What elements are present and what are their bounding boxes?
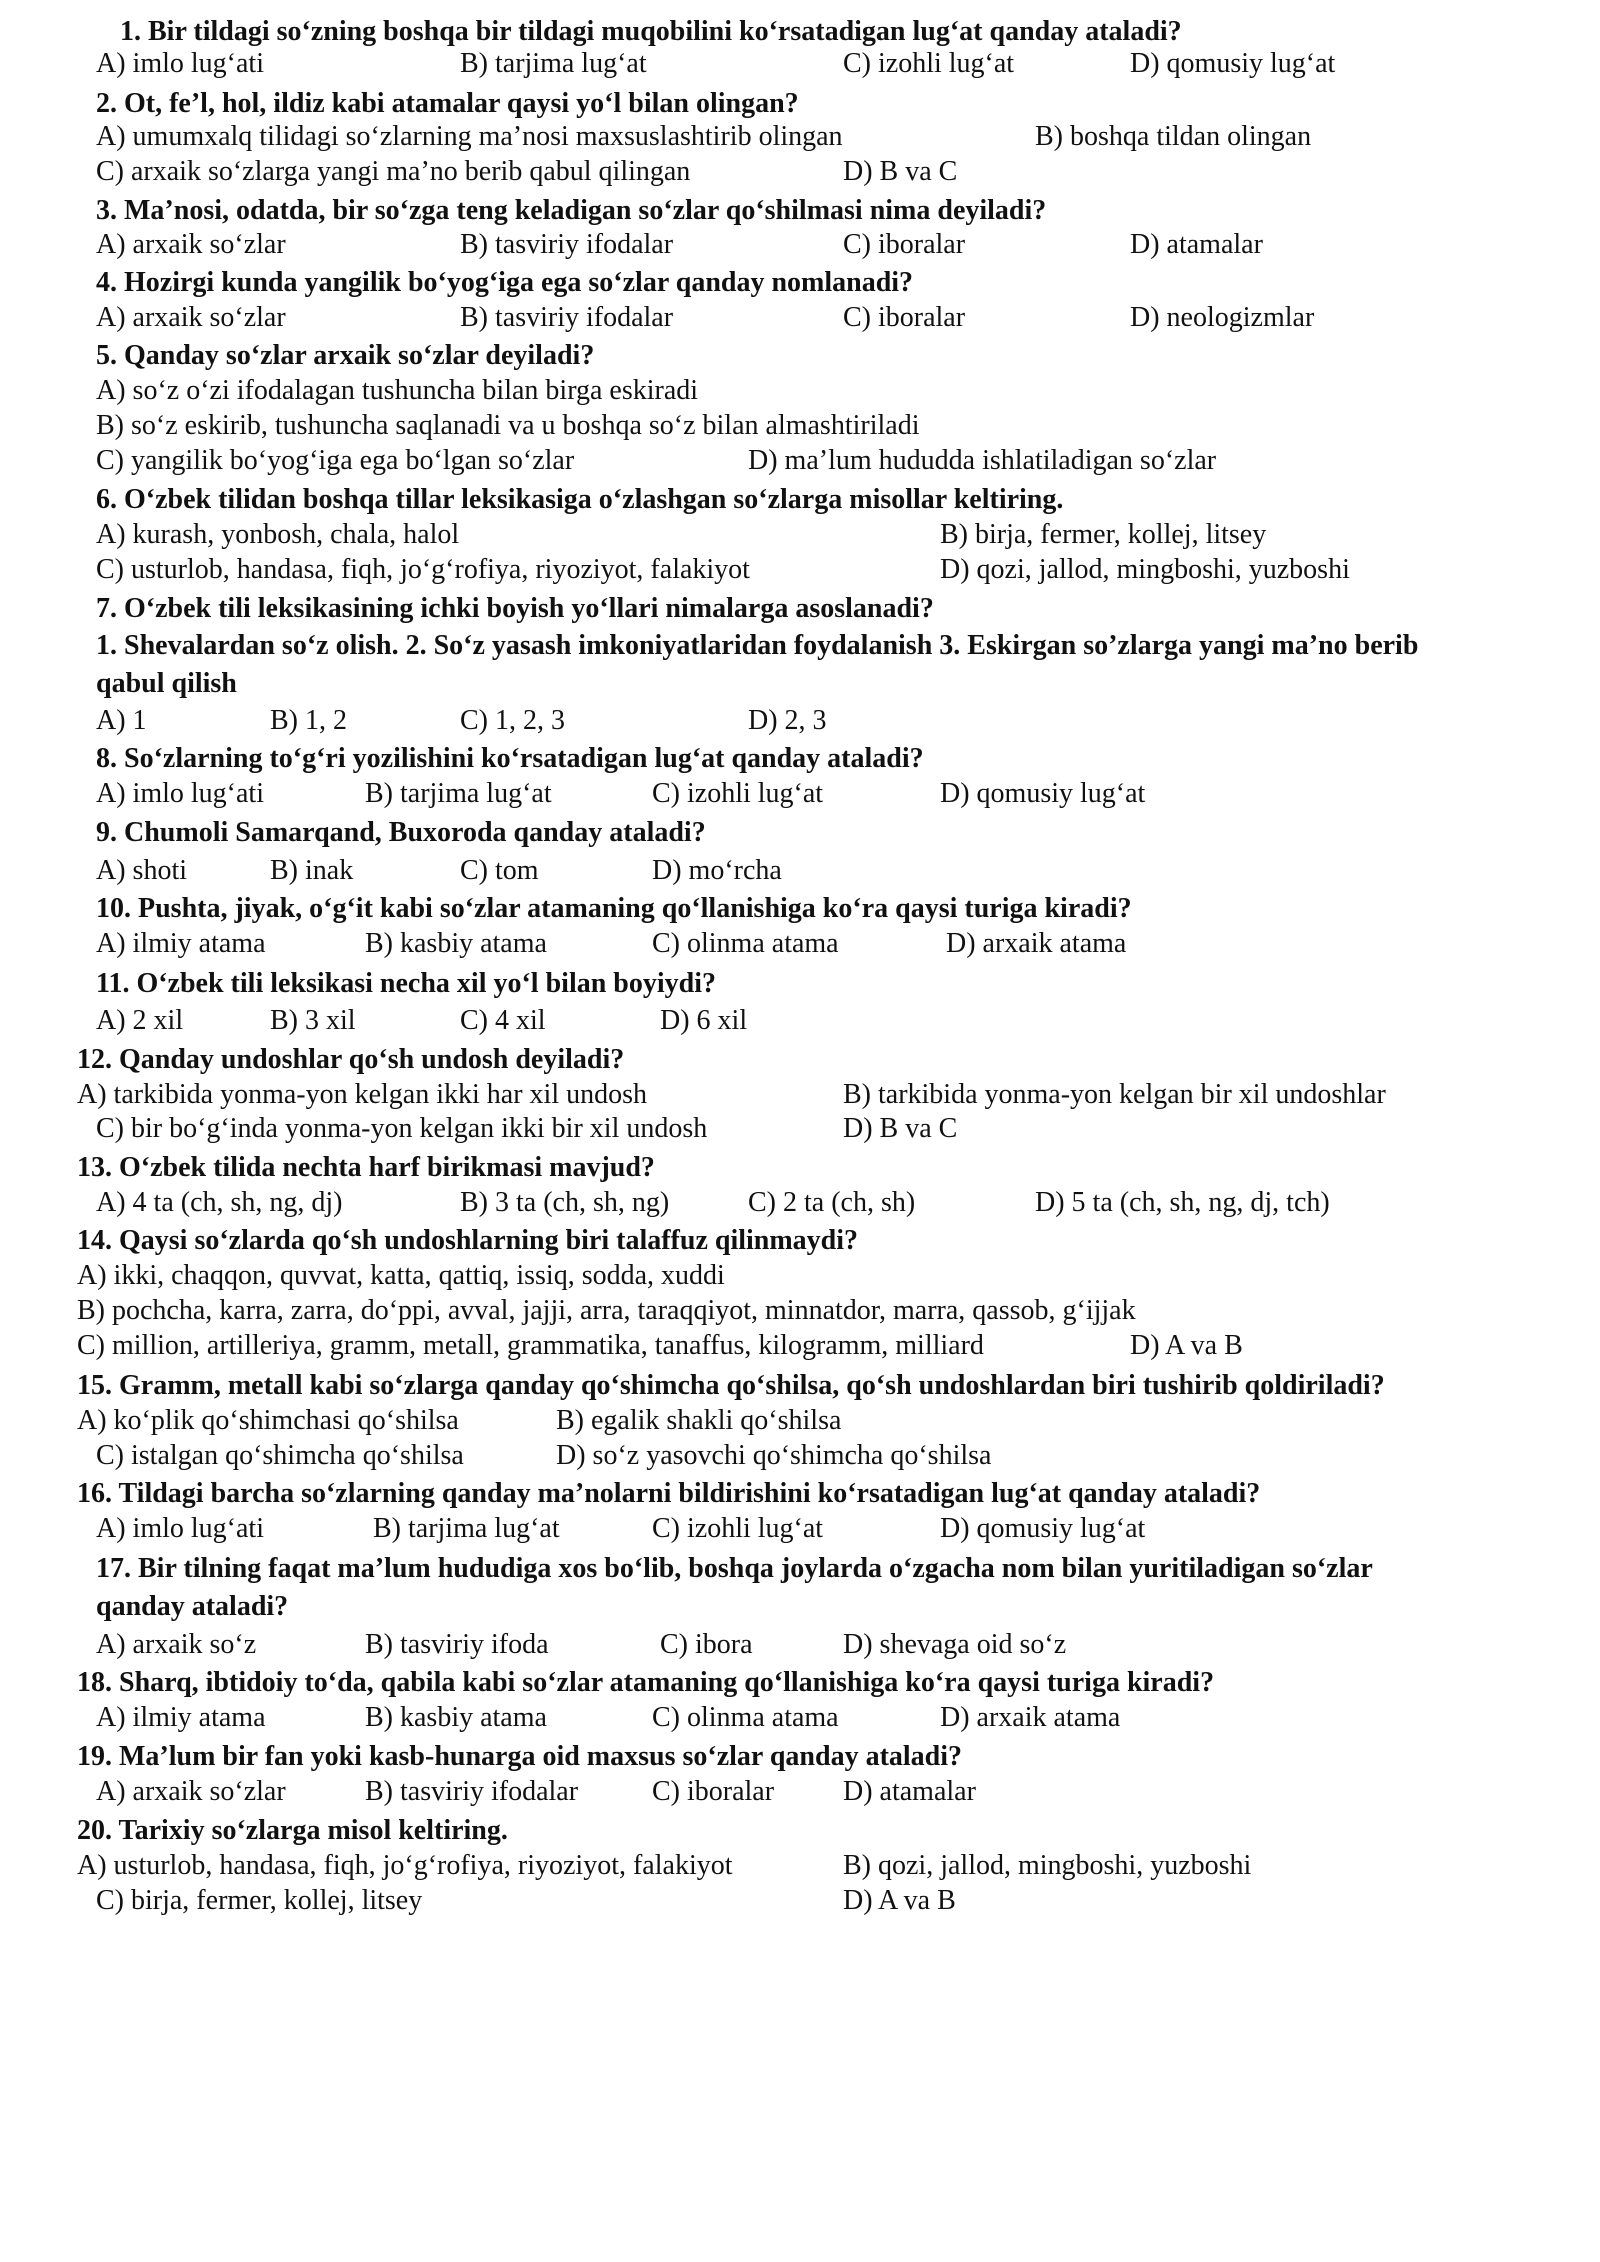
question-1-text: 1. Bir tildagi so‘zning boshqa bir tildagi muqobilini ko‘rsatadigan lug‘at qanday ataladi? bbox=[120, 16, 1182, 47]
question-5-text: 5. Qanday so‘zlar arxaik so‘zlar deyiladi? bbox=[96, 340, 595, 371]
question-8-option-d: D) qomusiy lug‘at bbox=[940, 778, 1146, 809]
question-17-option-c: C) ibora bbox=[660, 1629, 753, 1660]
question-5-option-c: C) yangilik bo‘yog‘iga ega bo‘lgan so‘zlar bbox=[96, 445, 575, 476]
question-6-option-a: A) kurash, yonbosh, chala, halol bbox=[96, 519, 460, 550]
question-18-option-c: C) olinma atama bbox=[652, 1702, 839, 1733]
question-15-text: 15. Gramm, metall kabi so‘zlarga qanday qo‘shimcha qo‘shilsa, qo‘sh undoshlardan biri tushirib qoldiriladi? bbox=[77, 1370, 1385, 1401]
question-2-option-c: C) arxaik so‘zlarga yangi ma’no berib qabul qilingan bbox=[96, 156, 691, 187]
question-15-option-c: C) istalgan qo‘shimcha qo‘shilsa bbox=[96, 1440, 464, 1471]
question-15-option-b: B) egalik shakli qo‘shilsa bbox=[556, 1405, 842, 1436]
question-10-text: 10. Pushta, jiyak, o‘g‘it kabi so‘zlar atamaning qo‘llanishiga ko‘ra qaysi turiga kiradi? bbox=[96, 893, 1132, 924]
question-13-option-d: D) 5 ta (ch, sh, ng, dj, tch) bbox=[1035, 1187, 1330, 1218]
question-3-text: 3. Ma’nosi, odatda, bir so‘zga teng keladigan so‘zlar qo‘shilmasi nima deyiladi? bbox=[96, 195, 1047, 226]
question-13-text: 13. O‘zbek tilida nechta harf birikmasi mavjud? bbox=[77, 1152, 655, 1183]
question-8-option-c: C) izohli lug‘at bbox=[652, 778, 824, 809]
question-9-option-b: B) inak bbox=[270, 855, 354, 886]
question-20-option-a: A) usturlob, handasa, fiqh, jo‘g‘rofiya, riyoziyot, falakiyot bbox=[77, 1850, 733, 1881]
question-16-text: 16. Tildagi barcha so‘zlarning qanday ma’nolarni bildirishini ko‘rsatadigan lug‘at qanday ataladi? bbox=[77, 1478, 1261, 1509]
question-12-option-b: B) tarkibida yonma-yon kelgan bir xil undoshlar bbox=[843, 1079, 1386, 1110]
question-4-option-b: B) tasviriy ifodalar bbox=[460, 302, 674, 333]
question-3-option-d: D) atamalar bbox=[1130, 229, 1263, 260]
question-14-option-a: A) ikki, chaqqon, quvvat, katta, qattiq, issiq, sodda, xuddi bbox=[77, 1260, 725, 1291]
question-9-option-d: D) mo‘rcha bbox=[652, 855, 782, 886]
question-20-option-d: D) A va B bbox=[843, 1885, 956, 1916]
question-20-option-c: C) birja, fermer, kollej, litsey bbox=[96, 1885, 423, 1916]
question-19-option-b: B) tasviriy ifodalar bbox=[365, 1776, 579, 1807]
question-17-text: 17. Bir tilning faqat ma’lum hududiga xos bo‘lib, boshqa joylarda o‘zgacha nom bilan yuritiladigan so‘zlar bbox=[96, 1553, 1373, 1584]
question-19-option-d: D) atamalar bbox=[843, 1776, 976, 1807]
question-8-option-b: B) tarjima lug‘at bbox=[365, 778, 552, 809]
question-11-option-d: D) 6 xil bbox=[660, 1005, 748, 1036]
question-12-option-a: A) tarkibida yonma-yon kelgan ikki har xil undosh bbox=[77, 1079, 647, 1110]
question-1-option-b: B) tarjima lug‘at bbox=[460, 48, 647, 79]
question-10-option-a: A) ilmiy atama bbox=[96, 928, 266, 959]
question-19-text: 19. Ma’lum bir fan yoki kasb-hunarga oid maxsus so‘zlar qanday ataladi? bbox=[77, 1741, 963, 1772]
question-17-option-a: A) arxaik so‘z bbox=[96, 1629, 257, 1660]
question-7-text: qabul qilish bbox=[96, 668, 237, 699]
question-8-text: 8. So‘zlarning to‘g‘ri yozilishini ko‘rsatadigan lug‘at qanday ataladi? bbox=[96, 743, 924, 774]
question-6-text: 6. O‘zbek tilidan boshqa tillar leksikasiga o‘zlashgan so‘zlarga misollar keltiring. bbox=[96, 484, 1064, 515]
question-18-option-a: A) ilmiy atama bbox=[96, 1702, 266, 1733]
question-16-option-c: C) izohli lug‘at bbox=[652, 1513, 824, 1544]
question-3-option-b: B) tasviriy ifodalar bbox=[460, 229, 674, 260]
question-5-option-b: B) so‘z eskirib, tushuncha saqlanadi va u boshqa so‘z bilan almashtiriladi bbox=[96, 410, 920, 441]
question-7-option-c: C) 1, 2, 3 bbox=[460, 705, 565, 736]
question-6-option-d: D) qozi, jallod, mingboshi, yuzboshi bbox=[940, 554, 1350, 585]
question-1-option-a: A) imlo lug‘ati bbox=[96, 48, 264, 79]
question-16-option-b: B) tarjima lug‘at bbox=[373, 1513, 560, 1544]
question-11-option-c: C) 4 xil bbox=[460, 1005, 546, 1036]
question-15-option-d: D) so‘z yasovchi qo‘shimcha qo‘shilsa bbox=[556, 1440, 992, 1471]
question-20-option-b: B) qozi, jallod, mingboshi, yuzboshi bbox=[843, 1850, 1252, 1881]
question-6-option-c: C) usturlob, handasa, fiqh, jo‘g‘rofiya, riyoziyot, falakiyot bbox=[96, 554, 750, 585]
question-10-option-b: B) kasbiy atama bbox=[365, 928, 547, 959]
question-2-option-b: B) boshqa tildan olingan bbox=[1035, 121, 1312, 152]
question-4-option-d: D) neologizmlar bbox=[1130, 302, 1315, 333]
question-1-option-c: C) izohli lug‘at bbox=[843, 48, 1015, 79]
question-20-text: 20. Tarixiy so‘zlarga misol keltiring. bbox=[77, 1815, 508, 1846]
question-19-option-c: C) iboralar bbox=[652, 1776, 775, 1807]
question-17-text: qanday ataladi? bbox=[96, 1591, 289, 1622]
question-16-option-d: D) qomusiy lug‘at bbox=[940, 1513, 1146, 1544]
question-14-text: 14. Qaysi so‘zlarda qo‘sh undoshlarning biri talaffuz qilinmaydi? bbox=[77, 1225, 859, 1256]
question-2-text: 2. Ot, fe’l, hol, ildiz kabi atamalar qaysi yo‘l bilan olingan? bbox=[96, 88, 799, 119]
question-18-option-d: D) arxaik atama bbox=[940, 1702, 1121, 1733]
question-17-option-d: D) shevaga oid so‘z bbox=[843, 1629, 1067, 1660]
question-7-text: 7. O‘zbek tili leksikasining ichki boyish yo‘llari nimalarga asoslanadi? bbox=[96, 593, 934, 624]
question-10-option-c: C) olinma atama bbox=[652, 928, 839, 959]
question-9-option-c: C) tom bbox=[460, 855, 539, 886]
question-19-option-a: A) arxaik so‘zlar bbox=[96, 1776, 286, 1807]
question-14-option-d: D) A va B bbox=[1130, 1330, 1243, 1361]
question-13-option-b: B) 3 ta (ch, sh, ng) bbox=[460, 1187, 670, 1218]
question-14-option-c: C) million, artilleriya, gramm, metall, grammatika, tanaffus, kilogramm, milliard bbox=[77, 1330, 984, 1361]
question-16-option-a: A) imlo lug‘ati bbox=[96, 1513, 264, 1544]
question-4-option-a: A) arxaik so‘zlar bbox=[96, 302, 286, 333]
question-11-text: 11. O‘zbek tili leksikasi necha xil yo‘l bilan boyiydi? bbox=[96, 968, 716, 999]
question-2-option-a: A) umumxalq tilidagi so‘zlarning ma’nosi maxsuslashtirib olingan bbox=[96, 121, 843, 152]
question-18-option-b: B) kasbiy atama bbox=[365, 1702, 547, 1733]
question-1-option-d: D) qomusiy lug‘at bbox=[1130, 48, 1336, 79]
question-13-option-a: A) 4 ta (ch, sh, ng, dj) bbox=[96, 1187, 343, 1218]
question-7-text: 1. Shevalardan so‘z olish. 2. So‘z yasash imkoniyatlaridan foydalanish 3. Eskirgan so’zlarga yangi ma’no berib bbox=[96, 630, 1419, 661]
question-11-option-a: A) 2 xil bbox=[96, 1005, 184, 1036]
question-3-option-a: A) arxaik so‘zlar bbox=[96, 229, 286, 260]
question-8-option-a: A) imlo lug‘ati bbox=[96, 778, 264, 809]
question-5-option-a: A) so‘z o‘zi ifodalagan tushuncha bilan birga eskiradi bbox=[96, 375, 699, 406]
question-4-text: 4. Hozirgi kunda yangilik bo‘yog‘iga ega so‘zlar qanday nomlanadi? bbox=[96, 267, 914, 298]
question-13-option-c: C) 2 ta (ch, sh) bbox=[748, 1187, 916, 1218]
question-2-option-d: D) B va C bbox=[843, 156, 958, 187]
question-3-option-c: C) iboralar bbox=[843, 229, 966, 260]
question-10-option-d: D) arxaik atama bbox=[946, 928, 1127, 959]
question-7-option-a: A) 1 bbox=[96, 705, 147, 736]
question-12-option-c: C) bir bo‘g‘inda yonma-yon kelgan ikki bir xil undosh bbox=[96, 1113, 708, 1144]
question-9-text: 9. Chumoli Samarqand, Buxoroda qanday ataladi? bbox=[96, 817, 706, 848]
question-11-option-b: B) 3 xil bbox=[270, 1005, 356, 1036]
question-12-text: 12. Qanday undoshlar qo‘sh undosh deyiladi? bbox=[77, 1044, 625, 1075]
question-14-option-b: B) pochcha, karra, zarra, do‘ppi, avval, jajji, arra, taraqqiyot, minnatdor, marra, qassob, g‘ijjak bbox=[77, 1295, 1136, 1326]
question-12-option-d: D) B va C bbox=[843, 1113, 958, 1144]
question-7-option-b: B) 1, 2 bbox=[270, 705, 347, 736]
question-15-option-a: A) ko‘plik qo‘shimchasi qo‘shilsa bbox=[77, 1405, 459, 1436]
question-5-option-d: D) ma’lum hududda ishlatiladigan so‘zlar bbox=[748, 445, 1217, 476]
question-18-text: 18. Sharq, ibtidoiy to‘da, qabila kabi so‘zlar atamaning qo‘llanishiga ko‘ra qaysi turiga kiradi? bbox=[77, 1667, 1215, 1698]
question-17-option-b: B) tasviriy ifoda bbox=[365, 1629, 549, 1660]
question-7-option-d: D) 2, 3 bbox=[748, 705, 827, 736]
question-9-option-a: A) shoti bbox=[96, 855, 187, 886]
question-6-option-b: B) birja, fermer, kollej, litsey bbox=[940, 519, 1267, 550]
question-4-option-c: C) iboralar bbox=[843, 302, 966, 333]
